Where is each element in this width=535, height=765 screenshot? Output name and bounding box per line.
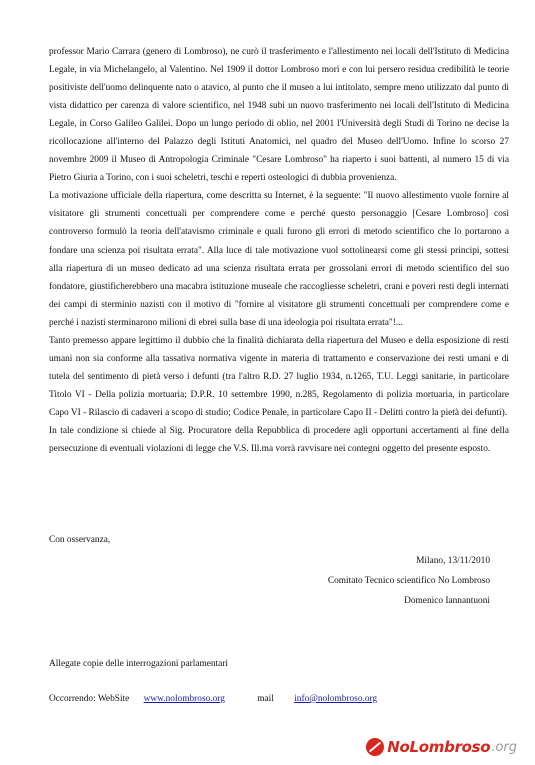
document-body <box>49 43 509 458</box>
signature-block <box>328 551 490 611</box>
website-link[interactable]: www.nolombroso.org <box>143 694 225 704</box>
email-link[interactable]: info@nolombroso.org <box>294 694 378 704</box>
paragraph-history: professor Mario Carrara (genero di Lombroso), ne curò il trasferimento e l'allestimento nei locali dell'Istituto di Medicina Legale, in via Michelangelo, al Valentino. Nel 1909 il dottor Lombroso morì e con lui persero residua credibilità le teorie positiviste dell'uomo delinquente nato o atavico, al punto che il museo a lui intitolato, sempre meno utilizzato dal punto di vista didattico per carenza di valore scientifico, nel 1948 subì un nuovo trasferimento nei locali dell'Istituto di Medicina Legale, in Corso Galileo Galilei. Dopo un lungo periodo di oblio, nel 2001 l'Università degli Studi di Torino ne decise la ricollocazione all'interno del Palazzo degli Istituti Anatomici, nel quadro del Museo dell'Uomo. Infine lo scorso 27 novembre 2009 il Museo di Antropologia Criminale "Cesare Lombroso" ha riaperto i suoi battenti, al numero 15 di via Pietro Giuria a Torino, con i suoi scheletri, teschi e reperti osteologici di dubbia provenienza. <box>49 47 509 184</box>
contact-line <box>49 694 377 704</box>
nolombroso-logo <box>366 736 517 758</box>
paragraph-legal-doubt: Tanto premesso appare legittimo il dubbio che la finalità dichiarata della riapertura del Museo e della esposizione di resti umani non sia conforme alla tassativa normativa vigente in materia di trattamento e conservazione dei resti umani e di tutela del sentimento di pietà verso i defunti (tra l'altro R.D. 27 luglio 1934, n.1265, T.U. Leggi sanitarie, in particolare Titolo VI - Della polizia mortuaria; D.P.R. 10 settembre 1990, n.285, Regolamento di polizia mortuaria, in particolare Capo VI - Rilascio di cadaveri a scopo di studio; Codice Penale, in particolare Capo II - Delitti contro la pietà dei defunti). <box>49 335 509 418</box>
attachment-note: Allegate copie delle interrogazioni parlamentari <box>49 659 229 669</box>
paragraph-request: In tale condizione si chiede al Sig. Procuratore della Repubblica di procedere agli opportuni accertamenti al fine della persecuzione di eventuali violazioni di legge che V.S. Ill.ma vorrà ravvisare nei contegni oggetto del presente esposto. <box>49 425 509 455</box>
closing-salutation: Con osservanza, <box>49 535 111 545</box>
place-date: Milano, 13/11/2010 <box>416 556 490 566</box>
logo-ext: .org <box>491 739 517 755</box>
mail-label: mail <box>257 694 274 704</box>
contact-label: Occorrendo: WebSite <box>49 694 130 704</box>
logo-brand: NoLombroso <box>387 738 491 756</box>
no-entry-icon <box>366 738 384 756</box>
signer-name: Domenico Iannantuoni <box>404 596 490 606</box>
committee-name: Comitato Tecnico scientifico No Lombroso <box>327 576 490 586</box>
paragraph-motivation: La motivazione ufficiale della riapertura, come descritta su Internet, è la seguente: "Il nuovo allestimento vuole fornire al visitatore gli strumenti concettuali per comprendere come e perché questo personaggio [Cesare Lombroso] così controverso formulò la teoria dell'atavismo criminale e quali furono gli errori di metodo scientifico che lo portarono a fondare una scienza poi risultata errata". Alla luce di tale motivazione vuol sottolinearsi come gli stessi principi, sottesi alla riapertura di un museo dedicato ad una scienza risultata errata per grossolani errori di metodo scientifico del suo fondatore, giustificherebbero una macabra istituzione museale che raccogliesse scheletri, crani e poveri resti degli internati dei campi di sterminio nazisti con il motivo di "fornire al visitatore gli strumenti concettuali per comprendere come e perché i nazisti sterminarono milioni di ebrei sulla base di una ideologia poi risultata errata"!... <box>49 191 509 328</box>
